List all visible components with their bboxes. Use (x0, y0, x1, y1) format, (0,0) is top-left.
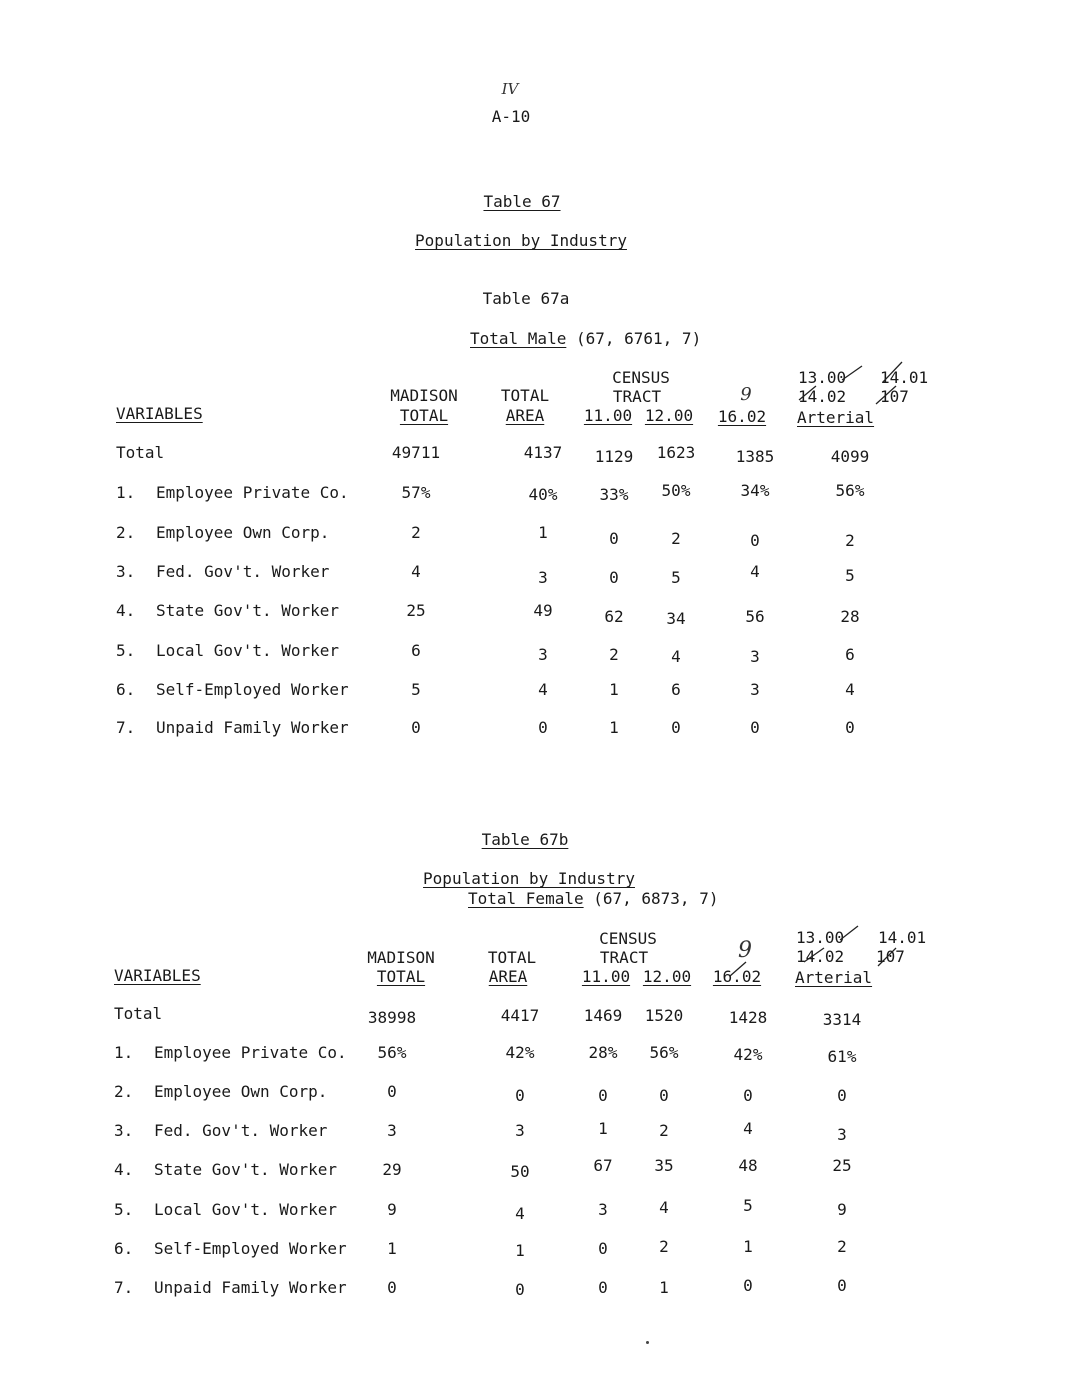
col-header-tract-107: 107 (876, 947, 905, 966)
table-cell: 0 (743, 1276, 753, 1295)
table-cell: 2 (609, 645, 619, 664)
table-cell: 1520 (644, 1006, 684, 1025)
row-label: Local Gov't. Worker (154, 1200, 338, 1219)
table-cell: 2 (837, 1237, 847, 1256)
table-cell: 62 (604, 607, 624, 626)
table-cell: 5 (845, 566, 855, 585)
table-cell: 4 (515, 1204, 525, 1223)
col-header-total-area: AREA (505, 406, 545, 425)
table-cell: 0 (598, 1239, 608, 1258)
table-cell: 25 (406, 601, 426, 620)
table-cell: 4099 (830, 447, 870, 466)
table-row (0, 1156, 1067, 1184)
table-row (0, 1196, 1067, 1224)
col-header-tract: TRACT (612, 387, 662, 406)
table-cell: 6 (845, 645, 855, 664)
table-cell: 3 (598, 1200, 608, 1219)
table-cell: 1 (659, 1278, 669, 1297)
table-cell: 4 (743, 1119, 753, 1138)
row-number: 1. (114, 1043, 134, 1062)
table-cell: 57% (401, 483, 431, 502)
col-header-total: TOTAL (500, 386, 550, 405)
col-header-variables: VARIABLES (116, 404, 203, 423)
row-number: 5. (116, 641, 136, 660)
table-cell: 1428 (728, 1008, 768, 1027)
table-cell: 0 (538, 718, 548, 737)
page-number: A-10 (491, 107, 531, 126)
col-header-madison: MADISON (367, 948, 435, 967)
col-header-madison-total: TOTAL (399, 406, 449, 425)
table-a-label: Table 67a (482, 289, 570, 308)
table-cell: 2 (411, 523, 421, 542)
row-label: Local Gov't. Worker (156, 641, 340, 660)
row-label: Unpaid Family Worker (154, 1278, 347, 1297)
col-header-tract-1100: 11.00 (583, 406, 633, 425)
table-row (0, 562, 1067, 586)
row-label: Total (116, 443, 165, 462)
row-label: Fed. Gov't. Worker (154, 1121, 328, 1140)
col-header-arterial: Arterial (795, 968, 873, 987)
table-b-subtitle: Population by Industry (423, 869, 635, 888)
table-cell: 0 (750, 531, 760, 550)
table-cell: 1469 (583, 1006, 623, 1025)
row-number: 7. (116, 718, 136, 737)
table-cell: 49711 (391, 443, 441, 462)
table-row (0, 1121, 1067, 1145)
table-cell: 28 (840, 607, 860, 626)
table-cell: 0 (515, 1086, 525, 1105)
table-cell: 34 (666, 609, 686, 628)
col-header-census: CENSUS (599, 929, 657, 948)
row-label: Self-Employed Worker (154, 1239, 347, 1258)
table-cell: 35 (654, 1156, 674, 1175)
table-cell: 50% (661, 481, 691, 500)
col-header-madison-total: TOTAL (376, 967, 426, 986)
row-number: 5. (114, 1200, 134, 1219)
table-cell: 6 (671, 680, 681, 699)
col-header-tract-1602: 16.02 (712, 967, 762, 986)
row-label: State Gov't. Worker (156, 601, 340, 620)
table-a-title-suffix: (67, 6761, 7) (575, 329, 702, 348)
table-cell: 4 (411, 562, 421, 581)
table-cell: 0 (750, 718, 760, 737)
table-cell: 28% (588, 1043, 618, 1062)
table-cell: 42% (505, 1043, 535, 1062)
table-cell: 1129 (594, 447, 634, 466)
table-row (0, 523, 1067, 550)
table-cell: 1 (515, 1241, 525, 1260)
table-cell: 50 (510, 1162, 530, 1181)
col-header-tract-1402: 14.02 (798, 387, 847, 406)
roman-page-mark: IV (501, 80, 519, 98)
row-number: 2. (116, 523, 136, 542)
table-cell: 61% (827, 1047, 857, 1066)
col-header-census: CENSUS (612, 368, 670, 387)
stray-mark (646, 1341, 649, 1344)
table-cell: 1623 (656, 443, 696, 462)
row-label: Unpaid Family Worker (156, 718, 349, 737)
table-b-label: Table 67b (481, 830, 569, 849)
col-header-tract-1300: 13.00 (798, 368, 847, 387)
table-cell: 42% (733, 1045, 763, 1064)
row-label: Fed. Gov't. Worker (156, 562, 330, 581)
row-label: Employee Own Corp. (156, 523, 330, 542)
table-row (0, 1043, 1067, 1067)
col-header-tract-1602: 16.02 (717, 407, 767, 426)
table-cell: 4 (845, 680, 855, 699)
col-header-arterial: Arterial (797, 408, 875, 427)
main-table-title: Table 67 (483, 192, 561, 211)
table-cell: 6 (411, 641, 421, 660)
table-cell: 1 (598, 1119, 608, 1138)
table-row (0, 1082, 1067, 1106)
row-number: 3. (116, 562, 136, 581)
table-cell: 5 (671, 568, 681, 587)
table-cell: 0 (387, 1278, 397, 1297)
table-cell: 0 (387, 1082, 397, 1101)
table-cell: 4 (671, 647, 681, 666)
row-number: 6. (116, 680, 136, 699)
table-cell: 1385 (735, 447, 775, 466)
col-header-tract-1402: 14.02 (796, 947, 845, 966)
row-label: Total (114, 1004, 163, 1023)
table-cell: 1 (743, 1237, 753, 1256)
row-label: Employee Private Co. (154, 1043, 347, 1062)
col-header-total: TOTAL (487, 948, 537, 967)
row-number: 7. (114, 1278, 134, 1297)
table-cell: 33% (599, 485, 629, 504)
table-cell: 9 (387, 1200, 397, 1219)
table-cell: 4 (659, 1198, 669, 1217)
col-header-tract-1300: 13.00 (796, 928, 845, 947)
table-cell: 3 (538, 568, 548, 587)
table-cell: 1 (609, 718, 619, 737)
table-cell: 38998 (367, 1008, 417, 1027)
handwritten-9-mark: 9 (738, 938, 752, 963)
table-row (0, 641, 1067, 665)
table-b-title-suffix: (67, 6873, 7) (593, 889, 719, 908)
table-cell: 56% (377, 1043, 407, 1062)
table-row (0, 1278, 1067, 1302)
col-header-madison: MADISON (390, 386, 458, 405)
table-cell: 2 (659, 1121, 669, 1140)
table-cell: 3 (538, 645, 548, 664)
col-header-tract: TRACT (599, 948, 649, 967)
table-cell: 4137 (523, 443, 563, 462)
table-cell: 34% (740, 481, 770, 500)
table-cell: 3 (387, 1121, 397, 1140)
table-cell: 0 (609, 529, 619, 548)
table-cell: 4417 (500, 1006, 540, 1025)
table-cell: 0 (845, 718, 855, 737)
table-cell: 25 (832, 1156, 852, 1175)
table-cell: 3 (750, 680, 760, 699)
table-b-title: Total Female (468, 889, 584, 908)
handwritten-strike-marks (790, 360, 950, 410)
table-cell: 1 (387, 1239, 397, 1258)
table-a-title-line (470, 329, 701, 348)
table-cell: 9 (837, 1200, 847, 1219)
table-cell: 49 (533, 601, 553, 620)
col-header-tract-1200: 12.00 (644, 406, 694, 425)
table-cell: 0 (515, 1280, 525, 1299)
table-cell: 2 (671, 529, 681, 548)
col-header-tract-1100: 11.00 (581, 967, 631, 986)
row-number: 4. (114, 1160, 134, 1179)
table-cell: 3 (750, 647, 760, 666)
row-label: State Gov't. Worker (154, 1160, 338, 1179)
table-cell: 5 (743, 1196, 753, 1215)
table-cell: 3314 (822, 1010, 862, 1029)
table-cell: 3 (837, 1125, 847, 1144)
col-header-total-area: AREA (488, 967, 528, 986)
table-cell: 0 (659, 1086, 669, 1105)
table-cell: 0 (743, 1086, 753, 1105)
table-row (0, 1239, 1067, 1263)
col-header-tract-107: 107 (880, 387, 909, 406)
table-cell: 0 (609, 568, 619, 587)
table-cell: 0 (837, 1276, 847, 1295)
table-cell: 56% (835, 481, 865, 500)
table-row (0, 601, 1067, 628)
main-table-subtitle: Population by Industry (415, 231, 627, 250)
handwritten-9-mark: 9 (740, 384, 752, 405)
table-cell: 4 (750, 562, 760, 581)
row-number: 3. (114, 1121, 134, 1140)
row-label: Self-Employed Worker (156, 680, 349, 699)
col-header-tract-1401: 14.01 (878, 928, 927, 947)
table-b-title-line (468, 889, 718, 908)
table-cell: 0 (837, 1086, 847, 1105)
table-cell: 40% (528, 485, 558, 504)
row-label: Employee Private Co. (156, 483, 349, 502)
table-row (0, 443, 1067, 467)
table-cell: 2 (659, 1237, 669, 1256)
row-label: Employee Own Corp. (154, 1082, 328, 1101)
table-cell: 4 (538, 680, 548, 699)
table-row (0, 718, 1067, 742)
row-number: 6. (114, 1239, 134, 1258)
table-cell: 1 (538, 523, 548, 542)
table-cell: 0 (598, 1086, 608, 1105)
table-cell: 2 (845, 531, 855, 550)
table-row (0, 1004, 1067, 1028)
table-cell: 67 (593, 1156, 613, 1175)
table-cell: 3 (515, 1121, 525, 1140)
table-row (0, 483, 1067, 507)
col-header-tract-1401: 14.01 (880, 368, 929, 387)
table-cell: 5 (411, 680, 421, 699)
handwritten-strike-marks (700, 920, 860, 980)
table-cell: 0 (598, 1278, 608, 1297)
table-a-title: Total Male (470, 329, 567, 348)
table-cell: 0 (671, 718, 681, 737)
table-cell: 29 (382, 1160, 402, 1179)
table-row (0, 680, 1067, 704)
col-header-tract-1200: 12.00 (642, 967, 692, 986)
row-number: 2. (114, 1082, 134, 1101)
table-cell: 1 (609, 680, 619, 699)
col-header-variables: VARIABLES (114, 966, 201, 985)
table-cell: 56% (649, 1043, 679, 1062)
table-cell: 48 (738, 1156, 758, 1175)
table-cell: 0 (411, 718, 421, 737)
row-number: 1. (116, 483, 136, 502)
table-cell: 56 (745, 607, 765, 626)
row-number: 4. (116, 601, 136, 620)
